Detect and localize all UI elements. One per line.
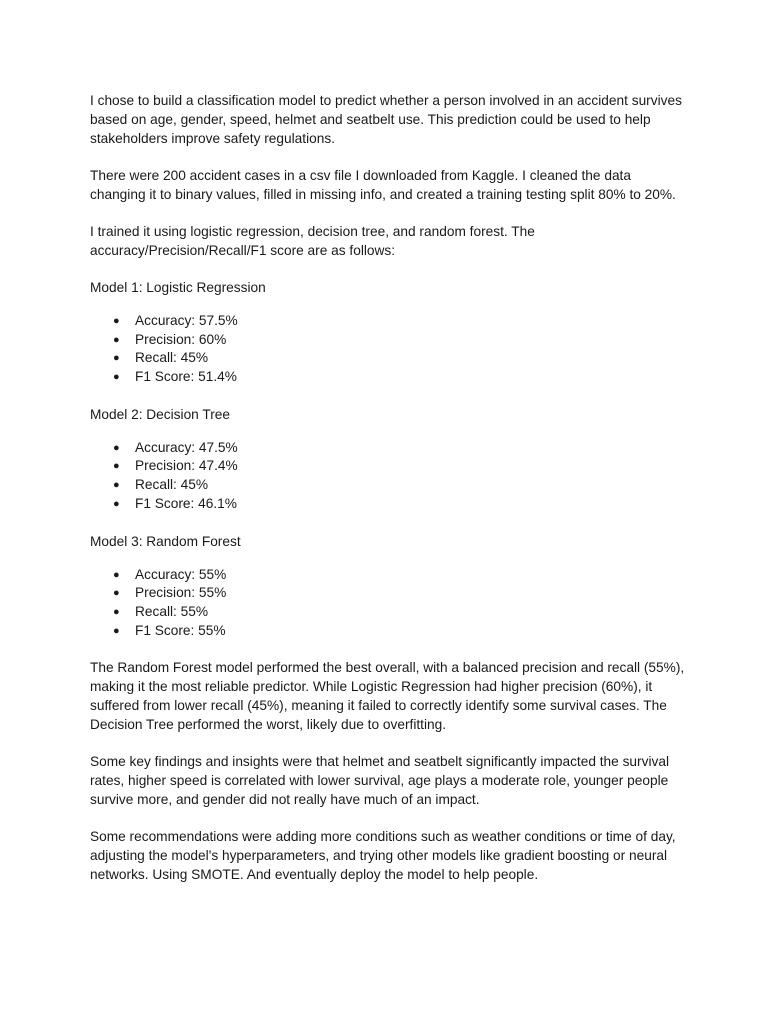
metric-recall: Recall: 45% <box>135 350 209 366</box>
bullet-icon: ● <box>113 479 120 492</box>
list-item <box>90 495 690 514</box>
metric-recall: Recall: 55% <box>135 603 209 619</box>
metric-precision: Precision: 55% <box>135 585 227 601</box>
metric-f1-score: F1 Score: 55% <box>135 622 226 638</box>
model-1-metrics-list <box>90 312 690 387</box>
bullet-icon: ● <box>113 371 120 384</box>
list-item <box>90 603 690 622</box>
data-paragraph: There were 200 accident cases in a csv file I downloaded from Kaggle. I cleaned the data changing it to binary values, filled in missing info, and created a training testing split 80% to 20%. <box>90 168 676 202</box>
model-2-title: Model 2: Decision Tree <box>90 406 230 422</box>
training-paragraph: I trained it using logistic regression, decision tree, and random forest. The accuracy/Precision/Recall/F1 score are as follows: <box>90 224 535 258</box>
metric-accuracy: Accuracy: 55% <box>135 566 227 582</box>
list-item <box>90 312 690 331</box>
model-1-title: Model 1: Logistic Regression <box>90 280 266 295</box>
document-page <box>90 91 690 902</box>
list-item <box>90 368 690 387</box>
findings-paragraph: Some key findings and insights were that helmet and seatbelt significantly impacted the survival rates, higher speed is correlated with lower survival, age plays a moderate role, younger people survive more, and gender did not really have much of an impact. <box>90 754 669 808</box>
model-2-metrics-list <box>90 439 690 514</box>
bullet-icon: ● <box>113 315 120 327</box>
comparison-paragraph: The Random Forest model performed the best overall, with a balanced precision and recall (55%), making it the most reliable predictor. While Logistic Regression had higher precision (60%), it suffered from lower recall (45%), meaning it failed to correctly identify some survival cases. The Decision Tree performed the worst, likely due to overfitting. <box>90 660 685 733</box>
list-item <box>90 331 690 350</box>
metric-recall: Recall: 45% <box>135 477 209 493</box>
bullet-icon: ● <box>113 352 120 365</box>
bullet-icon: ● <box>113 333 120 346</box>
metric-f1-score: F1 Score: 46.1% <box>135 495 237 511</box>
recommendations-paragraph: Some recommendations were adding more conditions such as weather conditions or time of day, adjusting the model's hyperparameters, and trying other models like gradient boosting or neural networks. Using SMOTE. And eventually deploy the model to help people. <box>90 829 676 883</box>
metric-precision: Precision: 47.4% <box>135 458 238 474</box>
list-item <box>90 566 690 585</box>
intro-paragraph: I chose to build a classification model to predict whether a person involved in an accident survives based on age, gender, speed, helmet and seatbelt use. This prediction could be used to help stakeholders improve safety regulations. <box>90 93 682 146</box>
list-item <box>90 622 690 641</box>
metric-accuracy: Accuracy: 47.5% <box>135 439 238 455</box>
list-item <box>90 349 690 368</box>
bullet-icon: ● <box>113 441 120 454</box>
list-item <box>90 439 690 458</box>
bullet-icon: ● <box>113 460 120 473</box>
model-3-metrics-list <box>90 566 690 641</box>
list-item <box>90 457 690 476</box>
bullet-icon: ● <box>113 497 120 510</box>
bullet-icon: ● <box>113 624 120 637</box>
metric-precision: Precision: 60% <box>135 331 227 347</box>
list-item <box>90 584 690 603</box>
metric-f1-score: F1 Score: 51.4% <box>135 369 237 385</box>
bullet-icon: ● <box>113 587 120 600</box>
bullet-icon: ● <box>113 568 120 581</box>
bullet-icon: ● <box>113 605 120 618</box>
model-3-title: Model 3: Random Forest <box>90 533 241 549</box>
metric-accuracy: Accuracy: 57.5% <box>135 313 238 328</box>
list-item <box>90 476 690 495</box>
